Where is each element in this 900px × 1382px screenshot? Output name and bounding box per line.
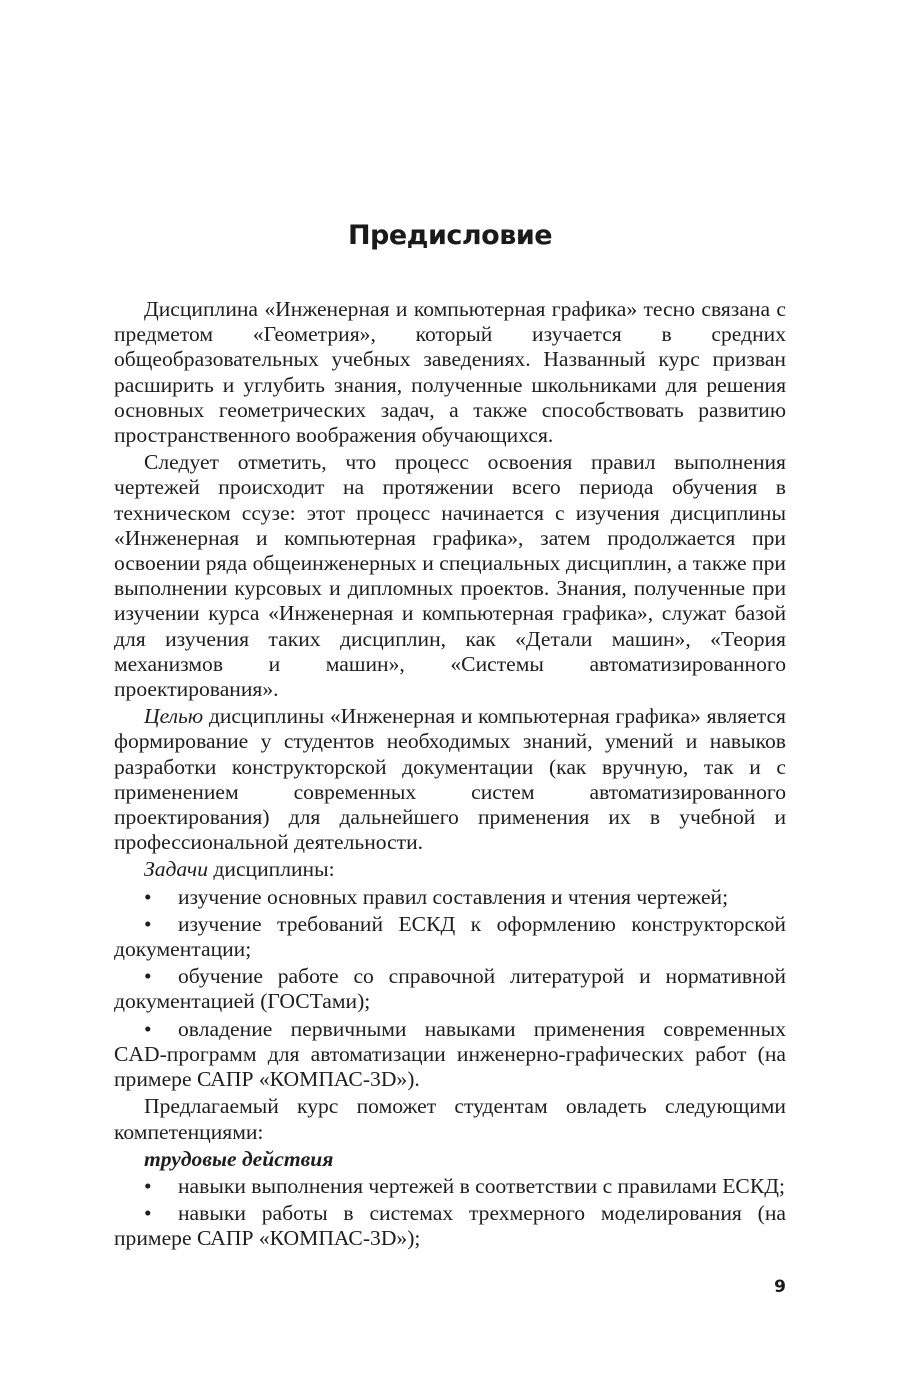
book-page xyxy=(114,0,786,1382)
paragraph-competencies: Предлагаемый курс поможет студентам овладеть следующими компетенциями: xyxy=(114,1094,786,1144)
tasks-lead: Задачи xyxy=(144,857,209,882)
bullet-icon: • xyxy=(144,884,152,909)
action-list-item xyxy=(114,1201,786,1251)
paragraph-goal xyxy=(114,704,786,855)
paragraph-intro: Дисциплина «Инженерная и компьютерная графика» тесно связана с предметом «Геометрия», который изучается в средних общеобразовательных учебных заведениях. Названный курс призван расширить и углубить знания, полученные школьниками для решения основных геометрических задач, а также способствовать развитию пространственного воображения обучающихся. xyxy=(114,297,786,448)
task-list-item xyxy=(114,1017,786,1093)
bullet-icon: • xyxy=(144,1173,152,1198)
goal-lead: Целью xyxy=(144,704,204,729)
task-text: изучение требований ЕСКД к оформлению конструкторской документации; xyxy=(114,911,786,962)
task-text: овладение первичными навыками применения современных CAD-программ для автоматизации инженерно-графических работ (на примере САПР «КОМПАС-3D»). xyxy=(114,1016,786,1092)
bullet-icon: • xyxy=(144,1201,152,1226)
paragraph-tasks-intro xyxy=(114,857,786,882)
action-text: навыки работы в системах трехмерного моделирования (на примере САПР «КОМПАС-3D»); xyxy=(114,1201,786,1251)
task-list-item xyxy=(114,912,786,962)
task-text: изучение основных правил составления и чтения чертежей; xyxy=(178,884,729,909)
bullet-icon: • xyxy=(144,911,152,936)
task-text: обучение работе со справочной литературой и нормативной документацией (ГОСТами); xyxy=(114,964,786,1014)
task-list-item xyxy=(114,964,786,1014)
bullet-icon: • xyxy=(144,964,152,989)
goal-text: дисциплины «Инженерная и компьютерная графика» является формирование у студентов необходимых знаний, умений и навыков разработки конструкторской документации (как вручную, так и с применением современных систем автоматизированного проектирования) для дальнейшего применения их в учебной и профессиональной деятельности. xyxy=(114,704,786,855)
page-number: 9 xyxy=(774,1277,786,1297)
section-heading-text: трудовые действия xyxy=(144,1146,334,1171)
action-text: навыки выполнения чертежей в соответствии с правилами ЕСКД; xyxy=(178,1173,785,1198)
action-list-item xyxy=(114,1174,786,1199)
tasks-intro-text: дисциплины: xyxy=(208,857,335,882)
section-heading-actions xyxy=(114,1147,786,1172)
bullet-icon: • xyxy=(144,1016,152,1041)
page-title: Предисловие xyxy=(347,220,553,251)
task-list-item xyxy=(114,885,786,910)
body-text xyxy=(114,297,786,1254)
paragraph-process: Следует отметить, что процесс освоения правил выполнения чертежей происходит на протяжении всего периода обучения в техническом ссузе: этот процесс начинается с изучения дисциплины «Инженерная и компьютерная графика», затем продолжается при освоении ряда общеинженерных и специальных дисциплин, а также при выполнении курсовых и дипломных проектов. Знания, полученные при изучении курса «Инженерная и компьютерная графика», служат базой для изучения таких дисциплин, как «Детали машин», «Теория механизмов и машин», «Системы автоматизированного проектирования». xyxy=(114,450,786,702)
